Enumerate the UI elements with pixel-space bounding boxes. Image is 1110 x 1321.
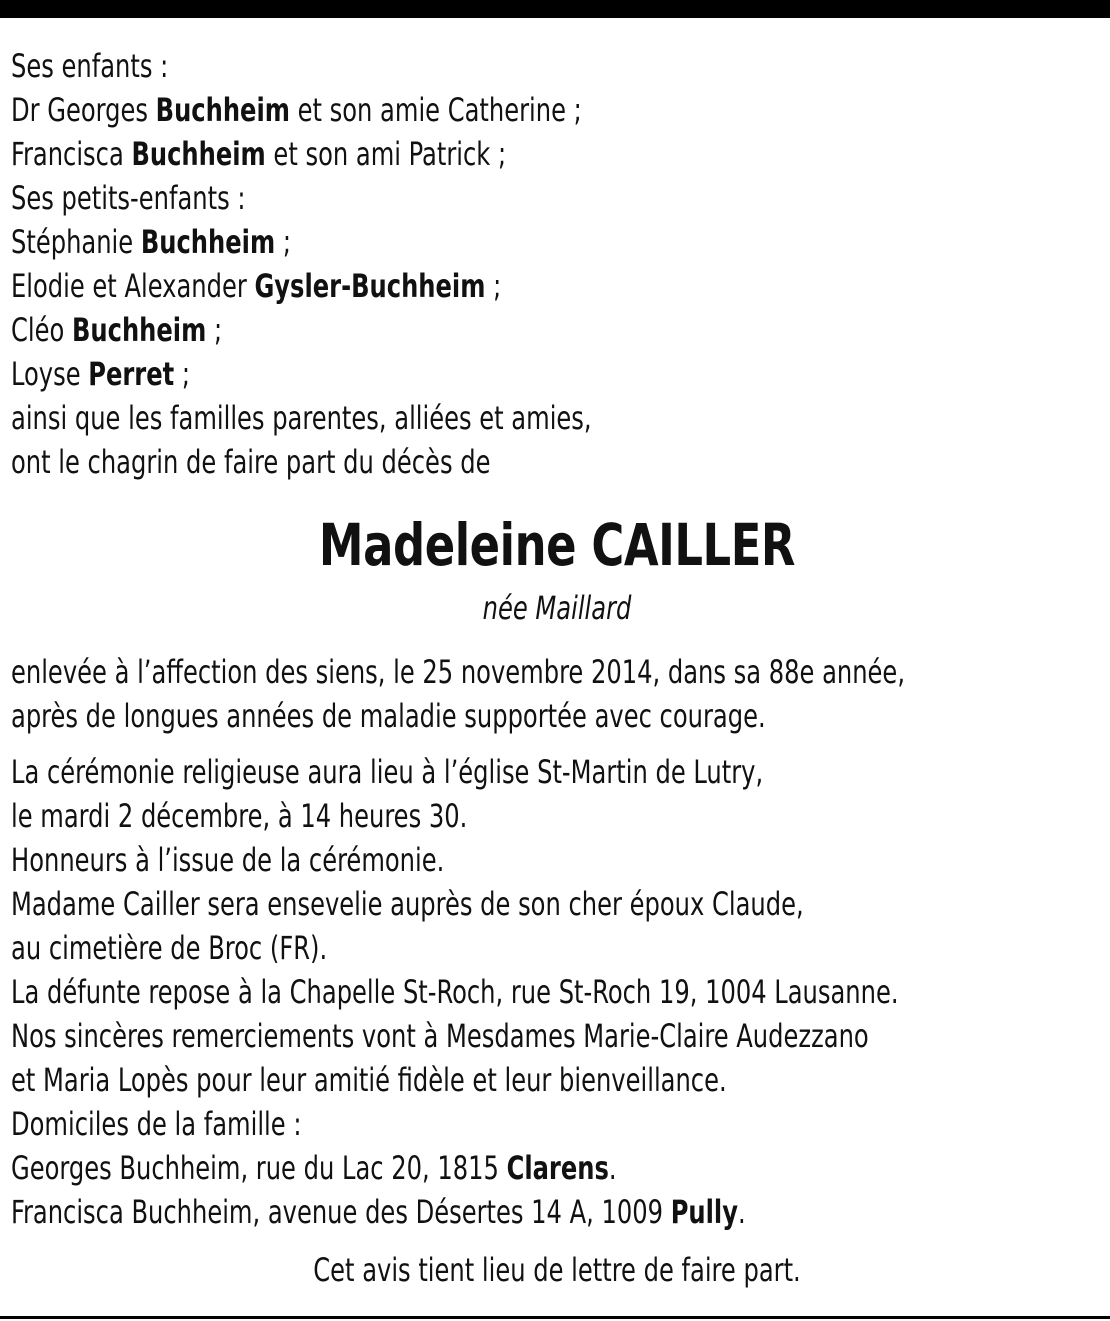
surname: Gysler-Buchheim [254, 267, 486, 305]
grandchild-line-3 [11, 308, 928, 352]
top-rule [0, 0, 1110, 18]
surname: Buchheim [131, 135, 266, 173]
line-suffix: ; [206, 311, 223, 349]
line-suffix: et son ami Patrick ; [265, 135, 507, 173]
ceremony-line-3: Honneurs à l’issue de la cérémonie. [11, 841, 445, 879]
grandchild-line-1 [11, 220, 928, 264]
child-line-1 [11, 88, 928, 132]
line-suffix: . [608, 1149, 617, 1187]
spacer [11, 738, 1103, 750]
surname: Buchheim [155, 91, 290, 129]
given-name: Dr Georges [11, 91, 156, 129]
domicile-line-1 [11, 1146, 928, 1190]
ceremony-line-6: La défunte repose à la Chapelle St-Roch, rue St-Roch 19, 1004 Lausanne. [11, 973, 899, 1011]
bottom-rule [0, 1316, 1110, 1319]
line-suffix: ; [275, 223, 291, 261]
spacer [11, 630, 1103, 650]
given-name: Cléo [11, 311, 72, 349]
given-name: Francisca [11, 135, 132, 173]
surname: Buchheim [140, 223, 276, 261]
city: Clarens [506, 1149, 609, 1187]
death-line-1: enlevée à l’affection des siens, le 25 novembre 2014, dans sa 88e année, [11, 653, 905, 691]
line-suffix: ; [174, 355, 191, 393]
ceremony-line-1: La cérémonie religieuse aura lieu à l’église St-Martin de Lutry, [11, 753, 764, 791]
given-name: Elodie et Alexander [11, 267, 255, 305]
surname: Perret [88, 355, 175, 393]
given-name: Loyse [11, 355, 89, 393]
deceased-name: Madeleine CAILLER [318, 511, 796, 579]
ceremony-line-2: le mardi 2 décembre, à 14 heures 30. [11, 797, 468, 835]
address: Georges Buchheim, rue du Lac 20, 1815 [11, 1149, 507, 1187]
given-name: Stéphanie [11, 223, 141, 261]
ceremony-line-5: au cimetière de Broc (FR). [11, 929, 328, 967]
ceremony-line-4: Madame Cailler sera ensevelie auprès de son cher époux Claude, [11, 885, 804, 923]
children-heading: Ses enfants : [11, 47, 169, 85]
grandchild-line-4 [11, 352, 928, 396]
maiden-name: née Maillard [482, 589, 632, 627]
death-line-2: après de longues années de maladie supportée avec courage. [11, 697, 766, 735]
child-line-2 [11, 132, 928, 176]
ceremony-line-8: et Maria Lopès pour leur amitié fidèle et leur bienveillance. [11, 1061, 727, 1099]
line-suffix: et son amie Catherine ; [289, 91, 582, 129]
address: Francisca Buchheim, avenue des Désertes 14 A, 1009 [11, 1193, 671, 1231]
domiciles-heading: Domiciles de la famille : [11, 1105, 302, 1143]
line-suffix: ; [485, 267, 502, 305]
announcement-line: ont le chagrin de faire part du décès de [11, 443, 491, 481]
domicile-line-2 [11, 1190, 928, 1234]
line-suffix: . [737, 1193, 746, 1231]
obituary-body [11, 44, 1103, 1292]
grandchild-line-2 [11, 264, 928, 308]
footer-note: Cet avis tient lieu de lettre de faire part. [313, 1251, 801, 1289]
relatives-line: ainsi que les familles parentes, alliées et amies, [11, 399, 592, 437]
ceremony-line-7: Nos sincères remerciements vont à Mesdames Marie-Claire Audezzano [11, 1017, 869, 1055]
grandchildren-heading: Ses petits-enfants : [11, 179, 246, 217]
surname: Buchheim [71, 311, 207, 349]
city: Pully [670, 1193, 738, 1231]
